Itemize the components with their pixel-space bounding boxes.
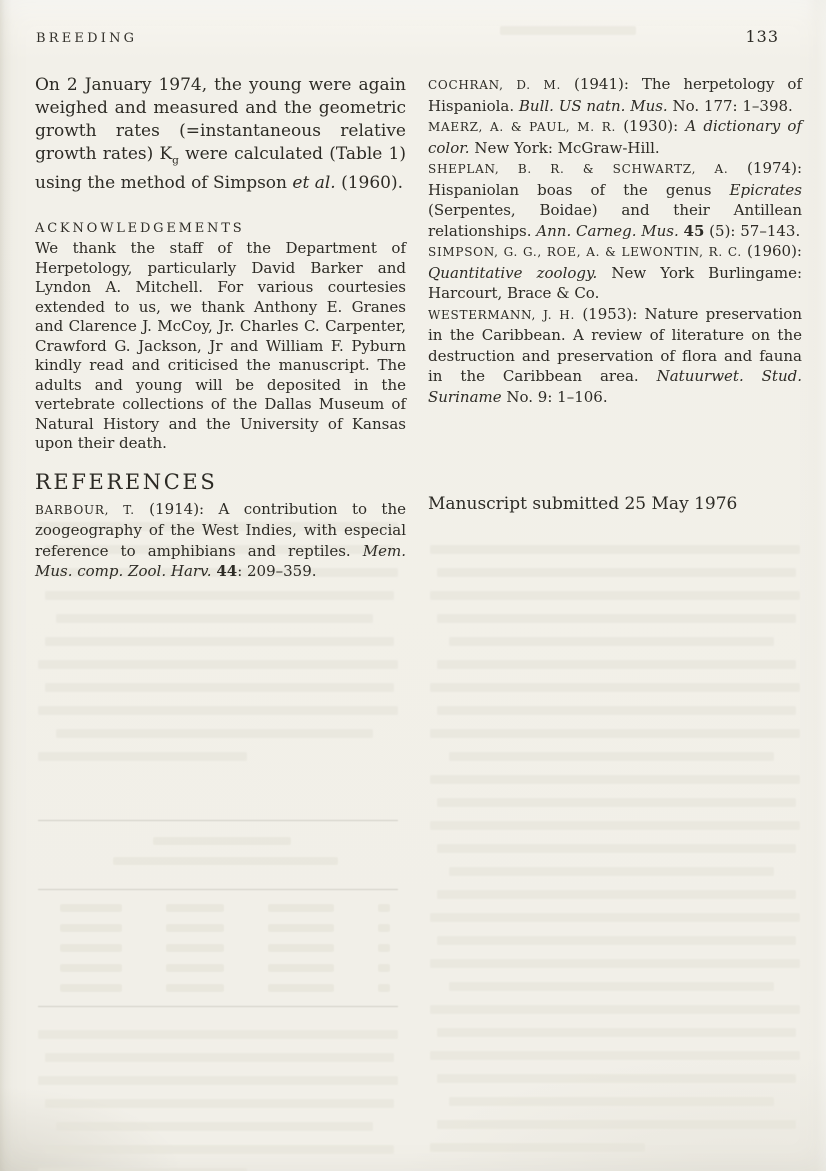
bleedthrough-text-right (430, 545, 800, 1166)
acknowledgements-heading: ACKNOWLEDGEMENTS (35, 221, 245, 237)
right-column (428, 74, 802, 516)
bleedthrough-text-left-lower (38, 1030, 398, 1171)
page-header (36, 27, 779, 46)
running-title: BREEDING (36, 31, 138, 46)
references-heading: REFERENCES (35, 469, 218, 494)
reference-entry-cochran: COCHRAN, D. M. (1941): The herpetology of Hispaniola. Bull. US natn. Mus. No. 177: 1–398. (428, 75, 802, 115)
acknowledgements-text: We thank the staff of the Department of Herpetology, particularly David Barker and Lyndon A. Mitchell. For various courtesies extended to us, we thank Anthony E. Granes and Clarence J. McCoy, Jr. Charles C. Carpenter, Crawford G. Jackson, Jr and William F. Pyburn kindly read and criticised the manuscript. The adults and young will be deposited in the vertebrate collections of the Dallas Museum of Natural History and the University of Kansas upon their death. (35, 239, 406, 453)
reference-entry-barbour: BARBOUR, T. (1914): A contribution to the zoogeography of the West Indies, with especial reference to amphibians and reptiles. Mem. Mus. comp. Zool. Harv. 44: 209–359. (35, 499, 406, 581)
intro-paragraph: On 2 January 1974, the young were again weighed and measured and the geometric growth rates (=instantaneous relative growth rates) $K_g$ were calculated (Table 1) using the method of Simpson et al. (1960). (35, 75, 406, 194)
manuscript-submitted-note: Manuscript submitted 25 May 1976 (428, 494, 738, 514)
bleedthrough-table-rule-bottom (38, 1006, 398, 1007)
reference-entry-simpson: SIMPSON, G. G., ROE, A. & LEWONTIN, R. C. (1960): Quantitative zoology. New York Burlingame: Harcourt, Brace & Co. (428, 242, 802, 302)
reference-entry-westermann: WESTERMANN, J. H. (1953): Nature preservation in the Caribbean. A review of literature on the destruction and preservation of flora and fauna in the Caribbean area. Natuurwet. Stud. Suriname No. 9: 1–106. (428, 304, 802, 406)
reference-entry-sheplan: SHEPLAN, B. R. & SCHWARTZ, A. (1974): Hispaniolan boas of the genus Epicrates (Serpentes, Boidae) and their Antillean relationships. Ann. Carneg. Mus. 45 (5): 57–143. (428, 159, 802, 240)
reference-entry-maerz: MAERZ, A. & PAUL, M. R. (1930): A dictionary of color. New York: McGraw-Hill. (428, 117, 803, 157)
bleedthrough-table (38, 820, 398, 1007)
page-number: 133 (745, 27, 779, 46)
left-column (35, 74, 406, 582)
